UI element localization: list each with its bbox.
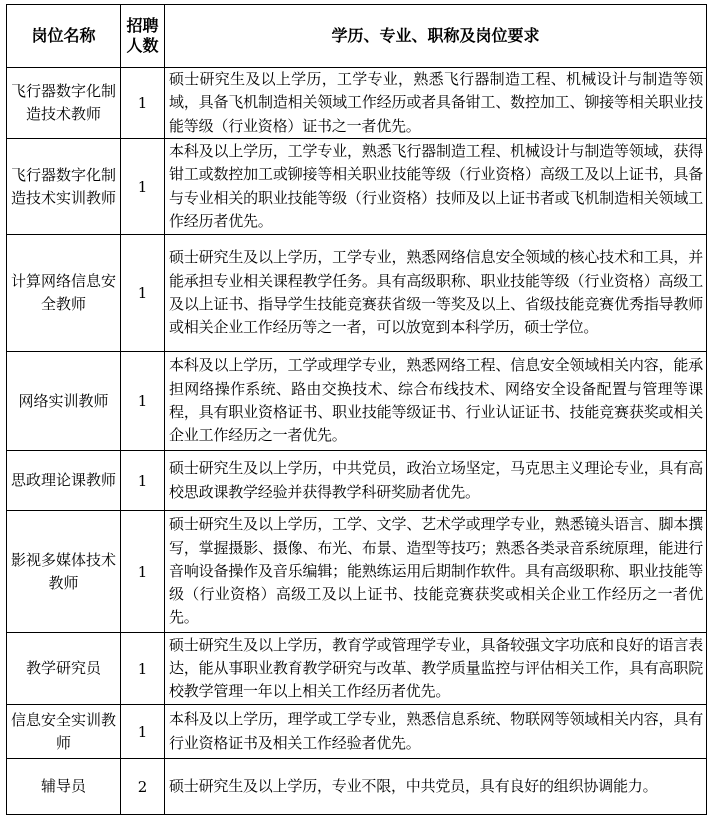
count-cell: 1 — [121, 68, 165, 139]
position-cell: 飞行器数字化制造技术教师 — [7, 68, 121, 139]
requirements-cell: 本科及以上学历，理学或工学专业，熟悉信息系统、物联网等领域相关内容，具有行业资格证书及相关工作经验者优先。 — [165, 705, 707, 759]
count-cell: 1 — [121, 451, 165, 511]
header-count-line1: 招聘 — [126, 16, 159, 35]
position-cell: 思政理论课教师 — [7, 451, 121, 511]
requirements-cell: 硕士研究生及以上学历，中共党员，政治立场坚定，马克思主义理论专业，具有高校思政课教学经验并获得教学科研奖励者优先。 — [165, 451, 707, 511]
count-cell: 1 — [121, 139, 165, 235]
requirements-cell: 本科及以上学历，工学或理学专业，熟悉网络工程、信息安全领域相关内容，能承担网络操作系统、路由交换技术、综合布线技术、网络安全设备配置与管理等课程，具有职业资格证书、职业技能等级证书、行业认证证书、技能竞赛获奖或相关企业工作经历之一者优先。 — [165, 352, 707, 451]
recruitment-table — [6, 4, 707, 815]
position-cell: 计算网络信息安全教师 — [7, 235, 121, 352]
requirements-cell: 硕士研究生及以上学历，专业不限，中共党员，具有良好的组织协调能力。 — [165, 759, 707, 815]
table-row — [7, 705, 707, 759]
count-cell: 2 — [121, 759, 165, 815]
header-count-line2: 人数 — [126, 36, 159, 55]
count-cell: 1 — [121, 511, 165, 633]
header-requirements: 学历、专业、职称及岗位要求 — [165, 5, 707, 68]
position-cell: 教学研究员 — [7, 633, 121, 705]
count-cell: 1 — [121, 235, 165, 352]
header-row — [7, 5, 707, 68]
position-cell: 影视多媒体技术教师 — [7, 511, 121, 633]
header-count — [121, 5, 165, 68]
table-row — [7, 235, 707, 352]
position-cell: 网络实训教师 — [7, 352, 121, 451]
count-cell: 1 — [121, 352, 165, 451]
table-row — [7, 451, 707, 511]
table-row — [7, 139, 707, 235]
count-cell: 1 — [121, 705, 165, 759]
table-row — [7, 511, 707, 633]
requirements-cell: 硕士研究生及以上学历，工学专业，熟悉网络信息安全领域的核心技术和工具，并能承担专业相关课程教学任务。具有高级职称、职业技能等级（行业资格）高级工及以上证书、指导学生技能竞赛获省级一等奖及以上、省级技能竞赛优秀指导教师或相关企业工作经历等之一者，可以放宽到本科学历，硕士学位。 — [165, 235, 707, 352]
requirements-cell: 硕士研究生及以上学历，工学、文学、艺术学或理学专业，熟悉镜头语言、脚本撰写，掌握摄影、摄像、布光、布景、造型等技巧；熟悉各类录音系统原理，能进行音响设备操作及音乐编辑；能熟练运用后期制作软件。具有高级职称、职业技能等级（行业资格）高级工及以上证书、技能竞赛获奖或相关企业工作经历之一者优先。 — [165, 511, 707, 633]
table-row — [7, 759, 707, 815]
requirements-cell: 硕士研究生及以上学历，教育学或管理学专业，具备较强文字功底和良好的语言表达，能从事职业教育教学研究与改革、教学质量监控与评估相关工作，具有高职院校教学管理一年以上相关工作经历者优先。 — [165, 633, 707, 705]
requirements-cell: 本科及以上学历，工学专业，熟悉飞行器制造工程、机械设计与制造等领域，获得钳工或数控加工或铆接等相关职业技能等级（行业资格）高级工及以上证书，具备与专业相关的职业技能等级（行业资格）技师及以上证书者或飞机制造相关领域工作经历者优先。 — [165, 139, 707, 235]
position-cell: 飞行器数字化制造技术实训教师 — [7, 139, 121, 235]
table-row — [7, 633, 707, 705]
position-cell: 信息安全实训教师 — [7, 705, 121, 759]
requirements-cell: 硕士研究生及以上学历，工学专业，熟悉飞行器制造工程、机械设计与制造等领域，具备飞机制造相关领域工作经历或者具备钳工、数控加工、铆接等相关职业技能等级（行业资格）证书之一者优先。 — [165, 68, 707, 139]
header-position: 岗位名称 — [7, 5, 121, 68]
table-row — [7, 68, 707, 139]
table-row — [7, 352, 707, 451]
count-cell: 1 — [121, 633, 165, 705]
position-cell: 辅导员 — [7, 759, 121, 815]
